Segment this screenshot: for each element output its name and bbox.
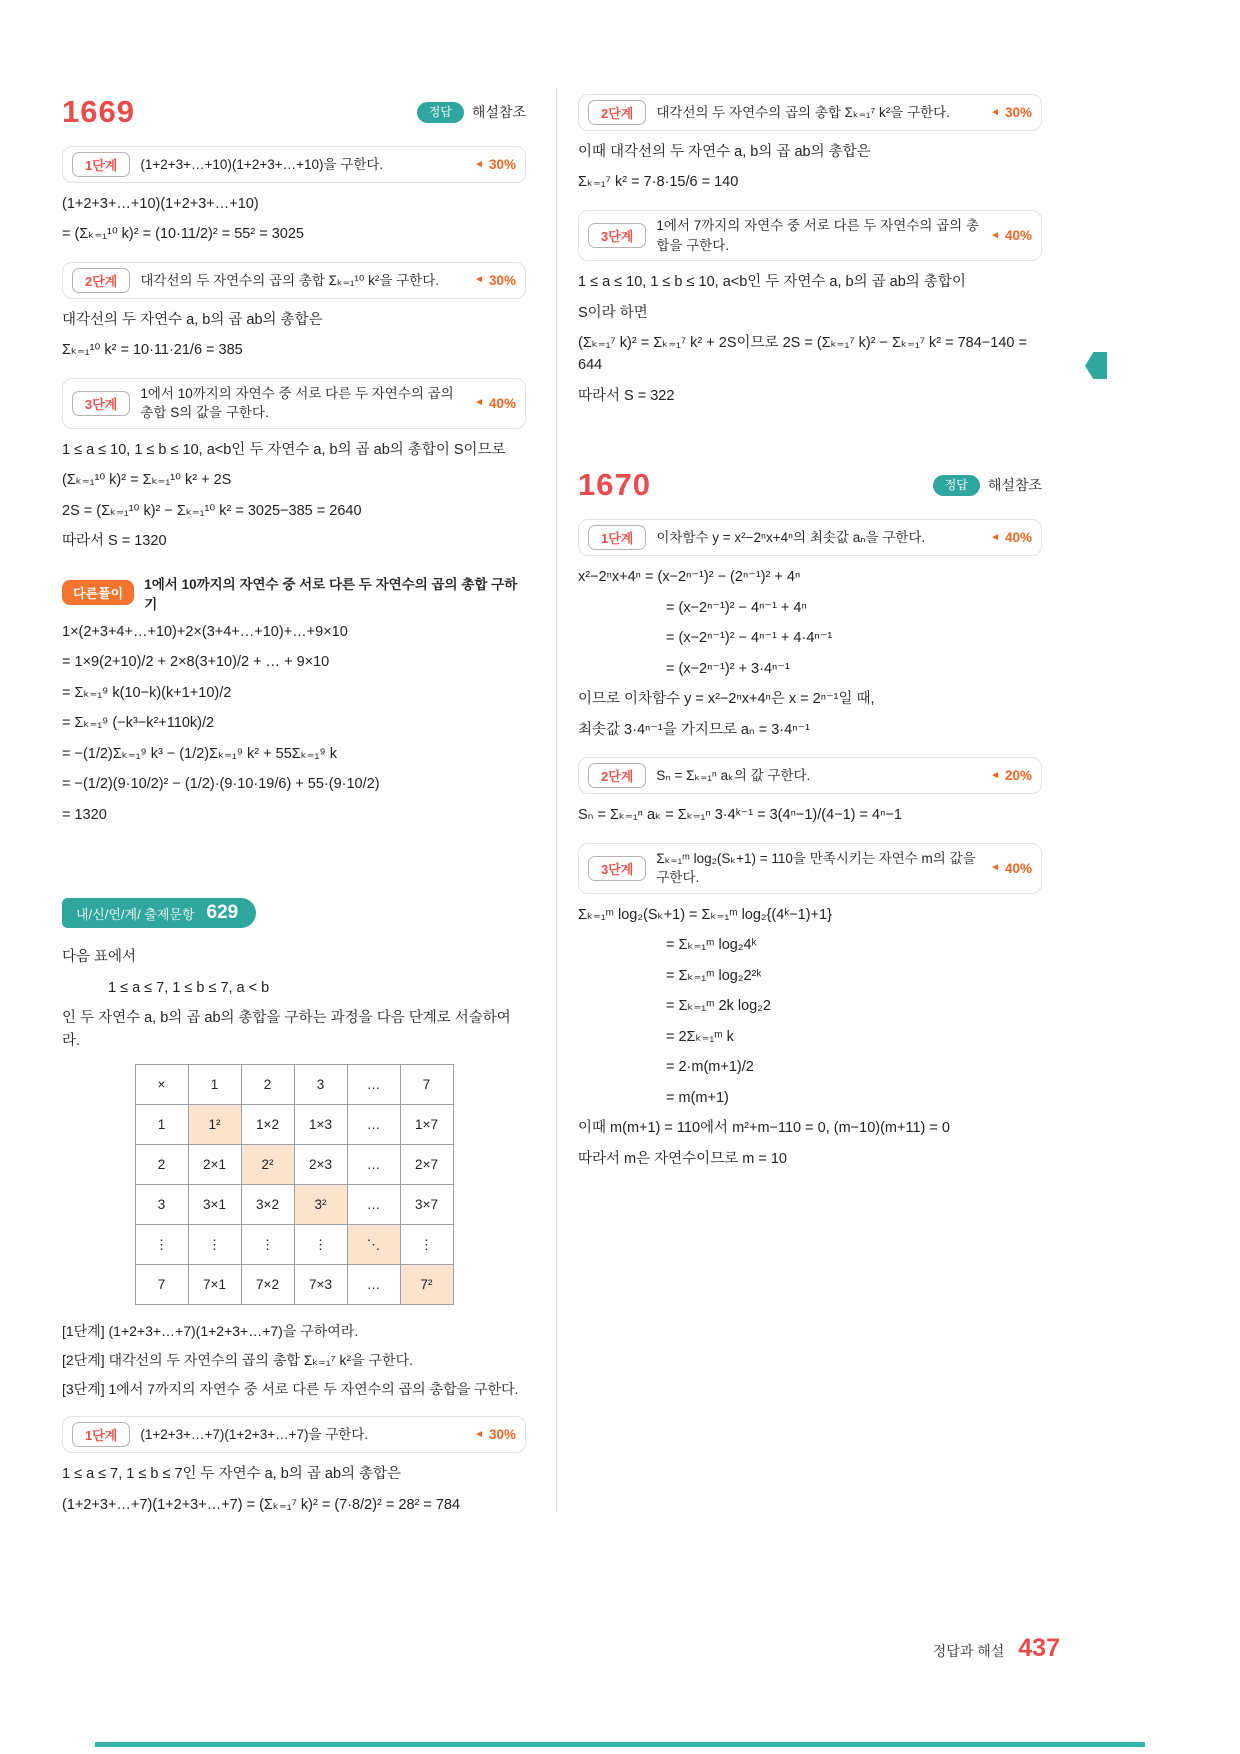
bottom-accent-bar: [95, 1742, 1145, 1747]
table-cell: ⋮: [241, 1225, 294, 1265]
problem-number: 1669: [62, 94, 135, 129]
math-line: = 1320: [62, 806, 107, 823]
step-percent: [990, 228, 1032, 243]
percent-value: 20%: [1004, 768, 1032, 784]
footer-label: 정답과 해설: [932, 1643, 1005, 1659]
text-line: 1 ≤ a ≤ 10, 1 ≤ b ≤ 10, a<b인 두 자연수 a, b의 곱 ab의 총합이 S이므로: [62, 442, 506, 458]
step-label: 2단계: [588, 763, 646, 788]
step-percent: [990, 768, 1032, 783]
step-description: (1+2+3+…+10)(1+2+3+…+10)을 구한다.: [140, 156, 384, 172]
step-label: 1단계: [72, 1422, 130, 1447]
step-percent: [990, 861, 1032, 876]
math-line: Σₖ₌₁ᵐ log₂(Sₖ+1) = Σₖ₌₁ᵐ log₂{(4ᵏ−1)+1}: [578, 906, 832, 923]
table-cell: 1: [188, 1065, 241, 1105]
step-list-item: [3단계] 1에서 7까지의 자연수 중 서로 다른 두 자연수의 곱의 총합을 구한다.: [62, 1381, 519, 1398]
table-cell: 1×2: [241, 1105, 294, 1145]
math-line: = (x−2ⁿ⁻¹)² − 4ⁿ⁻¹ + 4ⁿ: [666, 599, 807, 616]
problem-1670-header: [578, 467, 1042, 503]
math-line: (1+2+3+…+7)(1+2+3+…+7) = (Σₖ₌₁⁷ k)² = (7·8/2)² = 28² = 784: [62, 1496, 461, 1513]
alt-solution-badge: 다른풀이: [62, 580, 134, 605]
table-cell: ⋮: [294, 1225, 347, 1265]
table-cell: 3: [135, 1185, 188, 1225]
step-box-2: [578, 94, 1042, 131]
table-header-row: [135, 1065, 453, 1105]
table-cell: 7×2: [241, 1265, 294, 1305]
math-line: (1+2+3+…+10)(1+2+3+…+10): [62, 196, 259, 212]
step-box-3: [578, 210, 1042, 261]
naesin-label: 내/신/연/계/ 출제문항: [76, 906, 195, 922]
math-line: 1 ≤ a ≤ 7, 1 ≤ b ≤ 7, a < b: [108, 979, 270, 996]
step-description: Σₖ₌₁ᵐ log₂(Sₖ+1) = 110을 만족시키는 자연수 m의 값을 구한다.: [656, 850, 976, 886]
step-box-1: [62, 146, 526, 183]
text-line: 최솟값 3·4ⁿ⁻¹을 가지므로 aₙ = 3·4ⁿ⁻¹: [578, 721, 810, 738]
step-description: (1+2+3+…+7)(1+2+3+…+7)을 구한다.: [140, 1426, 369, 1442]
percent-marker-icon: ◄: [474, 397, 484, 409]
table-cell: 7×3: [294, 1265, 347, 1305]
math-line: 1×(2+3+4+…+10)+2×(3+4+…+10)+…+9×10: [62, 623, 348, 640]
math-line: = (x−2ⁿ⁻¹)² − 4ⁿ⁻¹ + 4·4ⁿ⁻¹: [666, 630, 833, 647]
math-line: Sₙ = Σₖ₌₁ⁿ aₖ = Σₖ₌₁ⁿ 3·4ᵏ⁻¹ = 3(4ⁿ−1)/(4−1) = 4ⁿ−1: [578, 807, 902, 824]
step-percent: [990, 105, 1032, 120]
table-cell: 2: [135, 1145, 188, 1185]
step-box-2: [578, 757, 1042, 794]
table-row: [135, 1225, 453, 1265]
table-cell: …: [347, 1265, 400, 1305]
table-cell: ×: [135, 1065, 188, 1105]
step-percent: [474, 157, 516, 172]
step-label: 1단계: [588, 525, 646, 550]
table-cell: 2×7: [400, 1145, 453, 1185]
step-box-1: [578, 519, 1042, 556]
step-percent: [990, 530, 1032, 545]
text-line: 이때 대각선의 두 자연수 a, b의 곱 ab의 총합은: [578, 144, 871, 160]
math-line: = −(1/2)(9·10/2)² − (1/2)·(9·10·19/6) + 55·(9·10/2): [62, 776, 380, 793]
table-cell: 1×7: [400, 1105, 453, 1145]
step-percent: [474, 396, 516, 411]
answer-reference: 해설참조: [987, 477, 1042, 494]
table-cell: 3: [294, 1065, 347, 1105]
step-label: 2단계: [588, 100, 646, 125]
problem-number: 1670: [578, 467, 651, 503]
math-line: Σₖ₌₁⁷ k² = 7·8·15/6 = 140: [578, 174, 739, 191]
table-cell: …: [347, 1105, 400, 1145]
step-label: 2단계: [72, 268, 130, 293]
problem-1669-header: [62, 94, 526, 130]
table-cell: 3×2: [241, 1185, 294, 1225]
percent-value: 30%: [1004, 105, 1032, 120]
naesin-section: [62, 898, 526, 1516]
table-cell-diagonal: 7²: [400, 1265, 453, 1305]
table-cell: 1: [135, 1105, 188, 1145]
math-line: (Σₖ₌₁⁷ k)² = Σₖ₌₁⁷ k² + 2S이므로 2S = (Σₖ₌₁⁷ k)² − Σₖ₌₁⁷ k² = 784−140 = 644: [578, 335, 1027, 374]
percent-marker-icon: ◄: [474, 1428, 484, 1440]
step-description: 대각선의 두 자연수의 곱의 총합 Σₖ₌₁⁷ k²을 구한다.: [656, 104, 950, 120]
right-column: [578, 90, 1042, 1178]
page-number: 437: [1018, 1634, 1060, 1662]
math-line: = m(m+1): [666, 1089, 729, 1106]
naesin-header-badge: [62, 898, 256, 928]
answer-reference: 해설참조: [471, 104, 526, 120]
percent-value: 30%: [488, 157, 516, 172]
text-line: 따라서 S = 322: [578, 387, 675, 404]
step-description: 이차함수 y = x²−2ⁿx+4ⁿ의 최솟값 aₙ을 구한다.: [656, 530, 926, 546]
table-row: [135, 1105, 453, 1145]
step-box-1: [62, 1416, 526, 1453]
percent-marker-icon: ◄: [990, 531, 1000, 543]
table-cell-diagonal: ⋱: [347, 1225, 400, 1265]
text-line: 인 두 자연수 a, b의 곱 ab의 총합을 구하는 과정을 다음 단계로 서술하여라.: [62, 1010, 511, 1049]
math-line: = Σₖ₌₁⁹ (−k³−k²+110k)/2: [62, 715, 215, 732]
column-divider: [556, 88, 557, 1512]
answer-line: [933, 475, 1042, 496]
step-box-3: [578, 843, 1042, 894]
answer-line: [417, 102, 526, 123]
step-description: 1에서 7까지의 자연수 중 서로 다른 두 자연수의 곱의 총합을 구한다.: [656, 217, 979, 253]
step-percent: [474, 273, 516, 288]
left-column: [62, 90, 526, 1524]
math-line: = 2·m(m+1)/2: [666, 1059, 754, 1076]
table-row: [135, 1145, 453, 1185]
math-line: 2S = (Σₖ₌₁¹⁰ k)² − Σₖ₌₁¹⁰ k² = 3025−385 = 2640: [62, 502, 362, 519]
step-list-item: [2단계] 대각선의 두 자연수의 곱의 총합 Σₖ₌₁⁷ k²을 구한다.: [62, 1352, 413, 1369]
table-cell: …: [347, 1065, 400, 1105]
percent-marker-icon: ◄: [474, 158, 484, 170]
answer-badge: 정답: [417, 102, 464, 123]
table-cell-diagonal: 3²: [294, 1185, 347, 1225]
step-percent: [474, 1427, 516, 1442]
alt-solution-header: [62, 573, 526, 613]
percent-value: 40%: [1004, 860, 1032, 876]
naesin-problem-number: 629: [206, 902, 239, 924]
text-line: 이므로 이차함수 y = x²−2ⁿx+4ⁿ은 x = 2ⁿ⁻¹일 때,: [578, 691, 875, 708]
math-line: = Σₖ₌₁⁹ k(10−k)(k+1+10)/2: [62, 684, 232, 701]
math-line: = Σₖ₌₁ᵐ log₂4ᵏ: [666, 937, 757, 954]
step-description: Sₙ = Σₖ₌₁ⁿ aₖ의 값 구한다.: [656, 767, 811, 783]
math-line: = 1×9(2+10)/2 + 2×8(3+10)/2 + … + 9×10: [62, 654, 330, 671]
table-cell: ⋮: [400, 1225, 453, 1265]
step-box-2: [62, 262, 526, 299]
section-bookmark-tab: [1085, 352, 1107, 379]
text-line: 따라서 S = 1320: [62, 533, 167, 550]
table-cell-diagonal: 2²: [241, 1145, 294, 1185]
products-table: [135, 1064, 454, 1305]
step-description: 대각선의 두 자연수의 곱의 총합 Σₖ₌₁¹⁰ k²을 구한다.: [140, 272, 439, 288]
step-box-3: [62, 378, 526, 429]
percent-value: 30%: [488, 1427, 516, 1443]
table-cell: ⋮: [188, 1225, 241, 1265]
step-label: 1단계: [72, 152, 130, 177]
percent-marker-icon: ◄: [990, 106, 1000, 118]
math-line: x²−2ⁿx+4ⁿ = (x−2ⁿ⁻¹)² − (2ⁿ⁻¹)² + 4ⁿ: [578, 569, 801, 586]
table-cell: …: [347, 1185, 400, 1225]
math-line: (Σₖ₌₁¹⁰ k)² = Σₖ₌₁¹⁰ k² + 2S: [62, 472, 232, 489]
alt-solution-title: 1에서 10까지의 자연수 중 서로 다른 두 자연수의 곱의 총합 구하기: [144, 576, 518, 612]
percent-marker-icon: ◄: [990, 862, 1000, 874]
percent-marker-icon: ◄: [990, 229, 1000, 241]
percent-marker-icon: ◄: [990, 769, 1000, 781]
step-description: 1에서 10까지의 자연수 중 서로 다른 두 자연수의 곱의 총합 S의 값을 구한다.: [140, 385, 454, 421]
table-cell: 1×3: [294, 1105, 347, 1145]
table-cell: ⋮: [135, 1225, 188, 1265]
table-row: [135, 1265, 453, 1305]
text-line: 1 ≤ a ≤ 7, 1 ≤ b ≤ 7인 두 자연수 a, b의 곱 ab의 총합은: [62, 1466, 402, 1483]
table-cell: 3×1: [188, 1185, 241, 1225]
step-label: 3단계: [588, 223, 646, 248]
table-cell: …: [347, 1145, 400, 1185]
text-line: S이라 하면: [578, 304, 648, 321]
math-line: = (x−2ⁿ⁻¹)² + 3·4ⁿ⁻¹: [666, 660, 790, 677]
table-cell: 2: [241, 1065, 294, 1105]
table-cell: 7: [135, 1265, 188, 1305]
text-line: 따라서 m은 자연수이므로 m = 10: [578, 1150, 787, 1167]
page-footer: [933, 1634, 1060, 1663]
percent-value: 40%: [1004, 228, 1032, 243]
percent-value: 40%: [1004, 530, 1032, 546]
percent-value: 40%: [488, 395, 516, 411]
table-cell: 2×1: [188, 1145, 241, 1185]
answer-badge: 정답: [933, 475, 980, 496]
math-line: = −(1/2)Σₖ₌₁⁹ k³ − (1/2)Σₖ₌₁⁹ k² + 55Σₖ₌₁⁹ k: [62, 745, 337, 762]
math-line: 이때 m(m+1) = 110에서 m²+m−110 = 0, (m−10)(m+11) = 0: [578, 1120, 950, 1137]
text-line: 1 ≤ a ≤ 10, 1 ≤ b ≤ 10, a<b인 두 자연수 a, b의 곱 ab의 총합이: [578, 274, 966, 291]
step-list-item: [1단계] (1+2+3+…+7)(1+2+3+…+7)을 구하여라.: [62, 1323, 359, 1340]
table-cell: 2×3: [294, 1145, 347, 1185]
math-line: = 2Σₖ₌₁ᵐ k: [666, 1028, 734, 1045]
table-row: [135, 1185, 453, 1225]
table-cell: 7: [400, 1065, 453, 1105]
math-line: Σₖ₌₁¹⁰ k² = 10·11·21/6 = 385: [62, 342, 243, 359]
step-label: 3단계: [72, 391, 130, 416]
math-line: = Σₖ₌₁ᵐ log₂2²ᵏ: [666, 967, 762, 984]
step-label: 3단계: [588, 856, 646, 881]
table-cell: 3×7: [400, 1185, 453, 1225]
table-cell: 7×1: [188, 1265, 241, 1305]
table-cell-diagonal: 1²: [188, 1105, 241, 1145]
percent-marker-icon: ◄: [474, 274, 484, 286]
percent-value: 30%: [488, 272, 516, 288]
text-line: 대각선의 두 자연수 a, b의 곱 ab의 총합은: [62, 311, 323, 328]
math-line: = (Σₖ₌₁¹⁰ k)² = (10·11/2)² = 55² = 3025: [62, 226, 304, 243]
text-line: 다음 표에서: [62, 949, 137, 966]
math-line: = Σₖ₌₁ᵐ 2k log₂2: [666, 998, 771, 1015]
